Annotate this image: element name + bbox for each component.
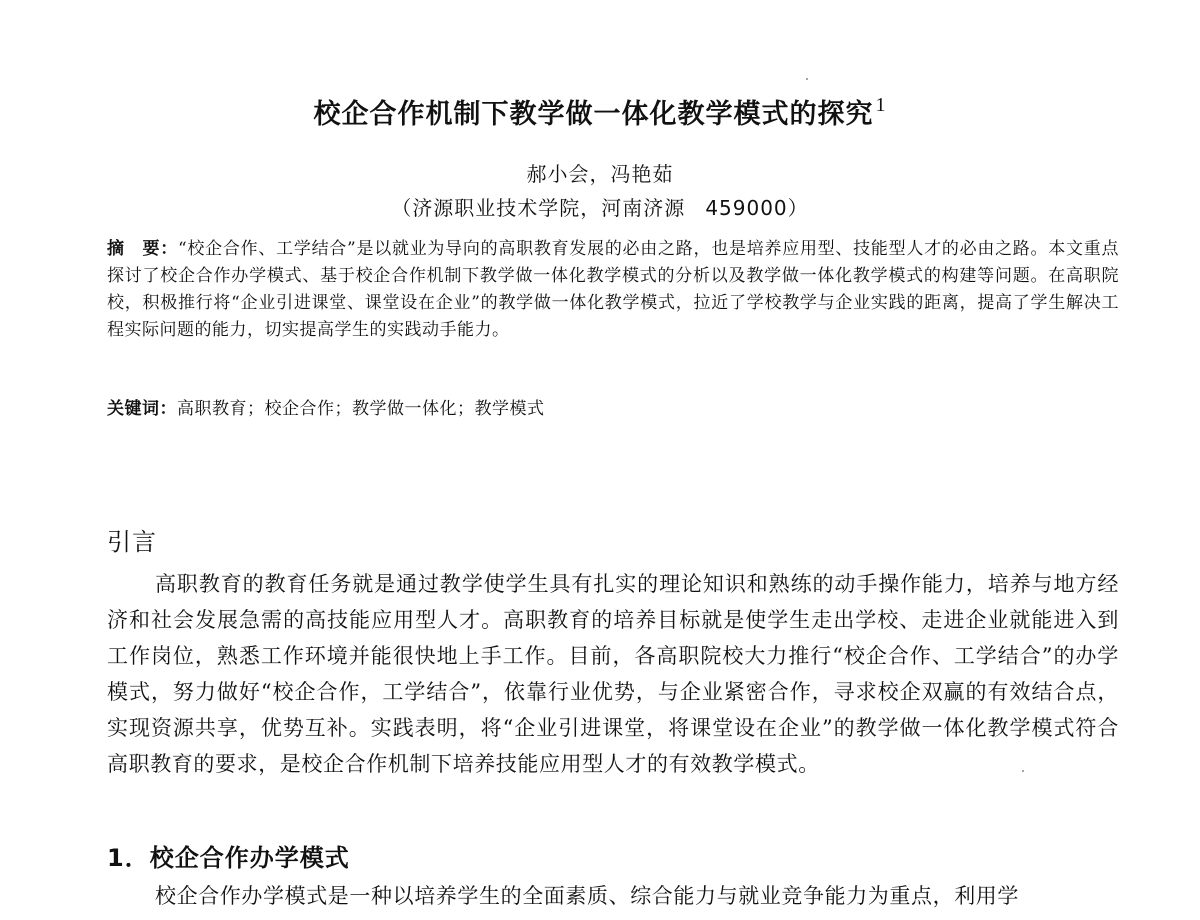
intro-heading: 引言: [107, 528, 157, 556]
section-1-paragraph: 校企合作办学模式是一种以培养学生的全面素质、综合能力与就业竞争能力为重点，利用学: [155, 884, 1019, 908]
title-footnote-mark: 1: [875, 94, 887, 116]
affiliation-open-paren: （: [391, 196, 413, 220]
paper-title-text: 校企合作机制下教学做一体化教学模式的探究: [313, 99, 874, 130]
keywords: [107, 396, 1119, 423]
affiliation-text: 济源职业技术学院，河南济源: [412, 196, 686, 220]
scan-speck: [806, 78, 808, 80]
abstract-text: “校企合作、工学结合”是以就业为导向的高职教育发展的必由之路，也是培养应用型、技能型人才的必由之路。本文重点探讨了校企合作办学模式、基于校企合作机制下教学做一体化教学模式的分析以及教学做一体化教学模式的构建等问题。在高职院校，积极推行将“企业引进课堂、课堂设在企业”的教学做一体化教学模式，拉近了学校教学与企业实践的距离，提高了学生解决工程实际问题的能力，切实提高学生的实践动手能力。: [107, 239, 1120, 340]
keywords-text: 高职教育；校企合作；教学做一体化；教学模式: [177, 399, 545, 419]
scan-speck: [1022, 770, 1024, 772]
keywords-label: 关键词：: [107, 399, 177, 419]
section-1-heading: 1．校企合作办学模式: [107, 844, 350, 872]
paper-title: [100, 92, 1100, 131]
affiliation-zip: 459000: [705, 196, 788, 220]
affiliation-close-paren: ）: [787, 196, 809, 220]
paper-authors: 郝小会，冯艳茹: [526, 162, 674, 186]
abstract-label: 摘 要：: [107, 239, 178, 259]
paper-affiliation: [100, 192, 1100, 221]
intro-paragraph: 高职教育的教育任务就是通过教学使学生具有扎实的理论知识和熟练的动手操作能力，培养与地方经济和社会发展急需的高技能应用型人才。高职教育的培养目标就是使学生走出学校、走进企业就能进入到工作岗位，熟悉工作环境并能很快地上手工作。目前，各高职院校大力推行“校企合作、工学结合”的办学模式，努力做好“校企合作，工学结合”，依靠行业优势，与企业紧密合作，寻求校企双赢的有效结合点，实现资源共享，优势互补。实践表明，将“企业引进课堂，将课堂设在企业”的教学做一体化教学模式符合高职教育的要求，是校企合作机制下培养技能应用型人才的有效教学模式。: [107, 572, 1119, 776]
abstract: [107, 236, 1119, 344]
